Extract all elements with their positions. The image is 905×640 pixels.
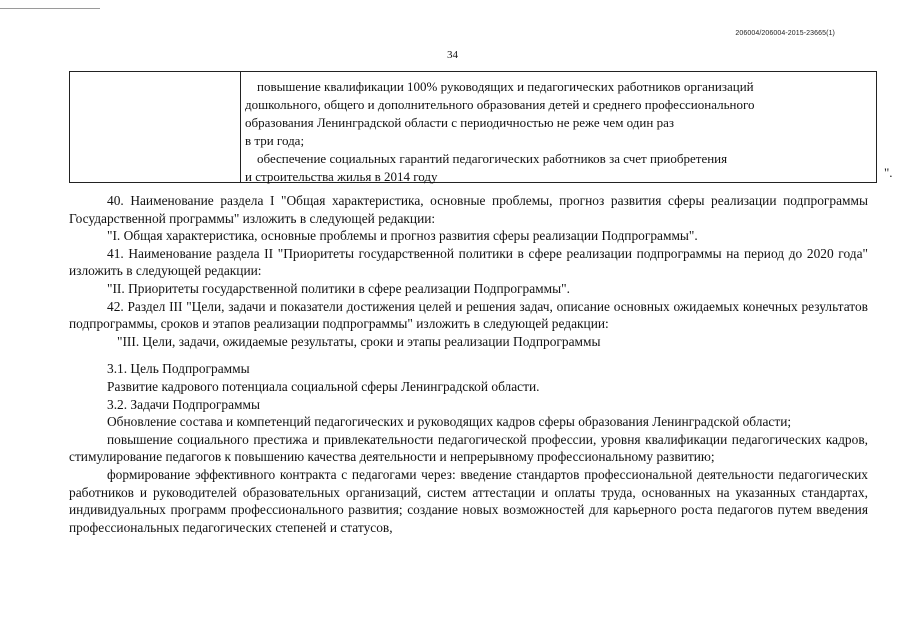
paragraph-40: 40. Наименование раздела I "Общая характеристика, основные проблемы, прогноз развития сферы реализации подпрограммы Государственной программы" изложить в следующей редакции: xyxy=(69,193,868,226)
table-line: обеспечение социальных гарантий педагогических работников за счет приобретения xyxy=(257,151,728,166)
task-1: Обновление состава и компетенций педагогических и руководящих кадров сферы образования Ленинградской области; xyxy=(107,414,792,430)
table-line: в три года; xyxy=(245,133,305,148)
paragraph-41: 41. Наименование раздела II "Приоритеты государственной политики в сфере реализации подпрограммы на период до 2020 года" изложить в следующей редакции: xyxy=(69,245,868,279)
section-3-2-heading: 3.2. Задачи Подпрограммы xyxy=(107,396,260,412)
goal-text: Развитие кадрового потенциала социальной сферы Ленинградской области. xyxy=(107,378,540,394)
table-line: повышение квалификации 100% руководящих и педагогических работников организаций xyxy=(257,79,754,94)
document-id: 206004/206004-2015-23665(1) xyxy=(735,30,835,37)
paragraph-42: 42. Раздел III "Цели, задачи и показатели достижения целей и решения задач, описание основных ожидаемых конечных результатов подпрограммы, сроков и этапов реализации подпрограммы" изложить в следующей редакции: xyxy=(69,298,868,332)
task-3: формирование эффективного контракта с педагогами через: введение стандартов профессиональной деятельности педагогических работников и руководителей образовательных организаций, систем аттестации и оплаты труда, основанных на указанных стандартах, индивидуальных программ профессионального развития; создание новых возможностей для карьерного роста педагогов путем введения профессиональных педагогических степеней и статусов, xyxy=(69,466,868,535)
closing-quote: ". xyxy=(884,165,893,180)
continuation-table xyxy=(69,71,877,183)
top-rule xyxy=(0,8,100,9)
document-body xyxy=(69,192,868,536)
section-3-1-heading: 3.1. Цель Подпрограммы xyxy=(107,361,250,377)
page-number: 34 xyxy=(447,49,458,61)
task-2: повышение социального престижа и привлекательности педагогической профессии, уровня квалификации педагогических кадров, стимулирование педагогов к повышению качества деятельности и непрерывному профессиональному развитию; xyxy=(69,431,868,465)
table-line: образования Ленинградской области с периодичностью не реже чем один раз xyxy=(245,115,674,130)
quote-41: "II. Приоритеты государственной политики в сфере реализации Подпрограммы". xyxy=(107,280,570,296)
table-line: и строительства жилья в 2014 году xyxy=(245,169,438,184)
table-line: дошкольного, общего и дополнительного образования детей и среднего профессионального xyxy=(245,97,755,112)
quote-40: "I. Общая характеристика, основные проблемы и прогноз развития сферы реализации Подпрограммы". xyxy=(107,228,698,244)
quote-42-heading: "III. Цели, задачи, ожидаемые результаты, сроки и этапы реализации Подпрограммы xyxy=(117,333,601,349)
table-column-divider xyxy=(240,72,241,182)
table-cell-text xyxy=(245,78,873,186)
